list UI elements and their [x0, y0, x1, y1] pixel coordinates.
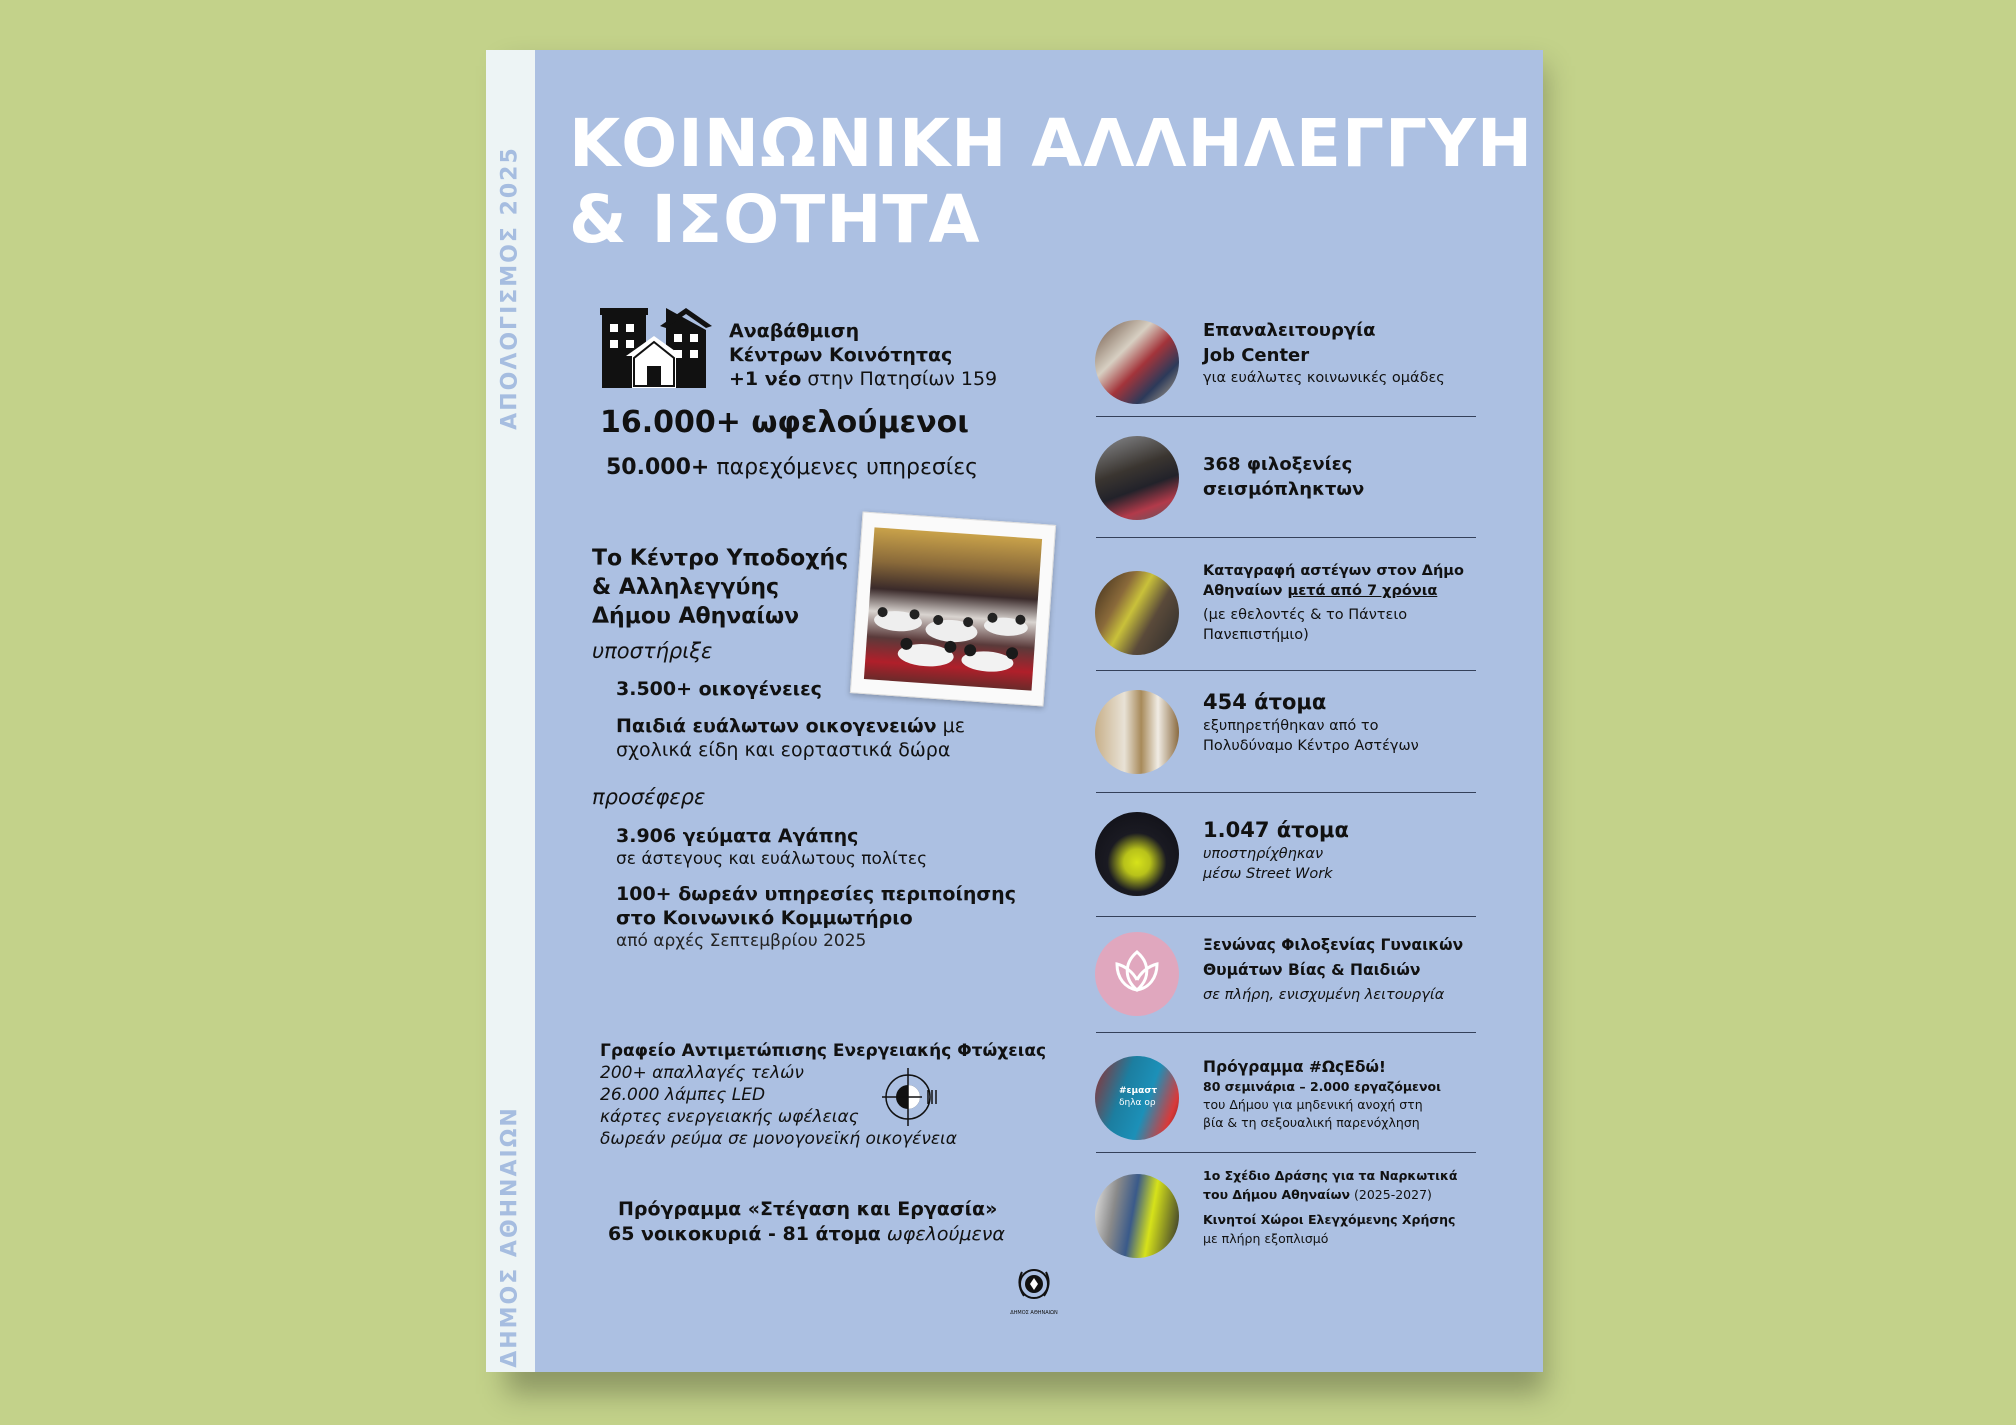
shelter-logo: [1095, 932, 1179, 1016]
shelter-head-1: Ξενώνας Φιλοξενίας Γυναικών: [1203, 936, 1464, 954]
care-line-1: 100+ δωρεάν υπηρεσίες περιποίησης: [616, 883, 1016, 905]
drugs-head-2-bold: του Δήμου Αθηναίων: [1203, 1187, 1351, 1202]
job-center-text: [1203, 318, 1483, 388]
children-text: [616, 714, 965, 762]
lotus-icon: [1095, 932, 1179, 1016]
divider-6: [1096, 1032, 1476, 1033]
title-line-1: ΚΟΙΝΩΝΙΚΗ ΑΛΛΗΛΕΓΓΥΗ: [569, 105, 1534, 182]
homeless-census-text: [1203, 561, 1493, 645]
divider-1: [1096, 416, 1476, 417]
center-title: [592, 544, 848, 631]
spine-year-label: ΑΠΟΛΟΓΙΣΜΟΣ 2025: [497, 146, 523, 430]
shelter-sub: σε πλήρη, ενισχυμένη λειτουργία: [1203, 987, 1445, 1003]
center-454-photo: [1095, 690, 1179, 774]
care-since: από αρχές Σεπτεμβρίου 2025: [616, 931, 867, 951]
center-454-sub-1: εξυπηρετήθηκαν από το: [1203, 718, 1379, 734]
drugs-head-3: Κινητοί Χώροι Ελεγχόμενης Χρήσης: [1203, 1212, 1456, 1227]
homeless-head-2a: Αθηναίων: [1203, 583, 1283, 599]
energy-line-3: κάρτες ενεργειακής ωφέλειας: [600, 1107, 859, 1127]
energy-line-1: 200+ απαλλαγές τελών: [600, 1063, 804, 1083]
osedo-text: [1203, 1056, 1493, 1132]
job-center-photo: [1095, 320, 1179, 404]
homeless-sub: (με εθελοντές & το Πάντειο Πανεπιστήμιο): [1203, 607, 1408, 643]
energy-block: [600, 1040, 1046, 1150]
osedo-stats: 80 σεμινάρια – 2.000 εργαζόμενοι: [1203, 1079, 1441, 1094]
spine-municipality-label: ΔΗΜΟΣ ΑΘΗΝΑΙΩΝ: [497, 1106, 523, 1368]
job-center-head-1: Επαναλειτουργία: [1203, 320, 1376, 341]
osedo-sub-2: βία & τη σεξουαλική παρενόχληση: [1203, 1115, 1420, 1130]
drugs-head-2-rest: (2025-2027): [1354, 1187, 1432, 1202]
meals-text: [616, 824, 927, 870]
care-line-2: στο Κοινωνικό Κομμωτήριο: [616, 907, 913, 929]
energy-title: Γραφείο Αντιμετώπισης Ενεργειακής Φτώχειας: [600, 1041, 1047, 1061]
drugs-plan-item: [1095, 1166, 1477, 1266]
housing-stats-label: ωφελούμενα: [886, 1223, 1005, 1245]
families-count: 3.500+ οικογένειες: [616, 678, 822, 700]
care-text: [616, 882, 1016, 952]
services-line: [606, 453, 978, 483]
offered-label: προσέφερε: [592, 785, 706, 809]
quake-head-2: σεισμόπληκτων: [1203, 479, 1365, 500]
meals-count: 3.906 γεύματα Αγάπης: [616, 825, 859, 847]
homeless-head-1: Καταγραφή αστέγων στον Δήμο: [1203, 563, 1464, 579]
shelter-head-2: Θυμάτων Βίας & Παιδιών: [1203, 961, 1421, 979]
supported-label: υποστήριξε: [592, 639, 713, 663]
spine: [486, 50, 535, 1372]
center-title-line-1: Το Κέντρο Υποδοχής: [592, 546, 849, 571]
children-bold: Παιδιά ευάλωτων οικογενειών: [616, 715, 937, 737]
community-new-location: στην Πατησίων 159: [807, 368, 998, 390]
shelter-text: [1203, 933, 1493, 1007]
center-event-photo: [850, 511, 1056, 706]
homeless-census-photo: [1095, 571, 1179, 655]
job-center-head-2: Job Center: [1203, 345, 1310, 366]
center-454-sub-2: Πολυδύναμο Κέντρο Αστέγων: [1203, 738, 1419, 754]
drugs-sub: με πλήρη εξοπλισμό: [1203, 1231, 1329, 1246]
homeless-head-2b: μετά από 7 χρόνια: [1287, 583, 1438, 599]
divider-5: [1096, 916, 1476, 917]
quake-text: [1203, 452, 1483, 502]
shelter-item: [1095, 932, 1477, 1032]
housing-stats-count: 65 νοικοκυριά - 81 άτομα: [608, 1223, 881, 1245]
banquet-scene-icon: [864, 527, 1042, 690]
buildings-icon: [600, 306, 715, 388]
job-center-item: [1095, 318, 1477, 408]
community-text: [729, 319, 997, 391]
energy-line-4: δωρεάν ρεύμα σε μονογονεϊκή οικογένεια: [600, 1129, 958, 1149]
osedo-photo: [1095, 1056, 1179, 1140]
children-rest-1: με: [942, 715, 965, 737]
divider-4: [1096, 792, 1476, 793]
services-count: 50.000+: [606, 455, 710, 480]
street-work-big: 1.047 άτομα: [1203, 818, 1349, 842]
beneficiaries-count: 16.000+ ωφελούμενοι: [600, 405, 969, 440]
meals-recipients: σε άστεγους και ευάλωτους πολίτες: [616, 849, 928, 869]
quake-item: [1095, 436, 1477, 526]
center-title-line-3: Δήμου Αθηναίων: [592, 604, 800, 629]
job-center-sub: για ευάλωτες κοινωνικές ομάδες: [1203, 370, 1445, 386]
brochure-page: [486, 50, 1543, 1372]
osedo-sub-1: του Δήμου για μηδενική ανοχή στη: [1203, 1097, 1423, 1112]
quake-head-1: 368 φιλοξενίες: [1203, 454, 1353, 475]
energy-line-2: 26.000 λάμπες LED: [600, 1085, 766, 1105]
divider-2: [1096, 537, 1476, 538]
center-title-line-2: & Αλληλεγγύης: [592, 575, 780, 600]
street-work-photo: [1095, 812, 1179, 896]
street-work-sub-1: υποστηρίχθηκαν: [1203, 846, 1324, 862]
homeless-census-item: [1095, 561, 1477, 661]
title-line-2: & ΙΣΟΤΗΤΑ: [569, 181, 981, 258]
housing-stats: [608, 1222, 1005, 1246]
drugs-head-1: 1ο Σχέδιο Δράσης για τα Ναρκωτικά: [1203, 1168, 1458, 1183]
quake-photo: [1095, 436, 1179, 520]
community-new-count: +1 νέο: [729, 368, 802, 390]
divider-7: [1096, 1152, 1476, 1153]
center-454-item: [1095, 688, 1477, 788]
drugs-plan-photo: [1095, 1174, 1179, 1258]
center-event-photo-image: [864, 527, 1042, 690]
services-label: παρεχόμενες υπηρεσίες: [716, 455, 979, 480]
center-454-text: [1203, 689, 1483, 756]
street-work-item: [1095, 812, 1477, 912]
community-line-2: Κέντρων Κοινότητας: [729, 344, 953, 366]
osedo-photo-text-2: δηλα ορ: [1119, 1098, 1156, 1108]
osedo-photo-text-1: #εμαστ: [1119, 1086, 1158, 1096]
logo-caption: ΔΗΜΟΣ ΑΘΗΝΑΙΩΝ: [1010, 1310, 1058, 1316]
center-454-big: 454 άτομα: [1203, 690, 1327, 714]
osedo-head: Πρόγραμμα #ΩςΕδώ!: [1203, 1058, 1387, 1076]
page-title: [569, 106, 1533, 258]
divider-3: [1096, 670, 1476, 671]
osedo-item: [1095, 1056, 1477, 1156]
street-work-sub-2: μέσω Street Work: [1203, 866, 1333, 882]
municipality-seal-icon: [1008, 1268, 1060, 1310]
street-work-text: [1203, 817, 1483, 884]
energy-target-icon: [882, 1066, 944, 1128]
children-rest-2: σχολικά είδη και εορταστικά δώρα: [616, 739, 951, 761]
drugs-plan-text: [1203, 1166, 1493, 1248]
housing-title: Πρόγραμμα «Στέγαση και Εργασία»: [618, 1198, 998, 1220]
community-line-1: Αναβάθμιση: [729, 320, 860, 342]
